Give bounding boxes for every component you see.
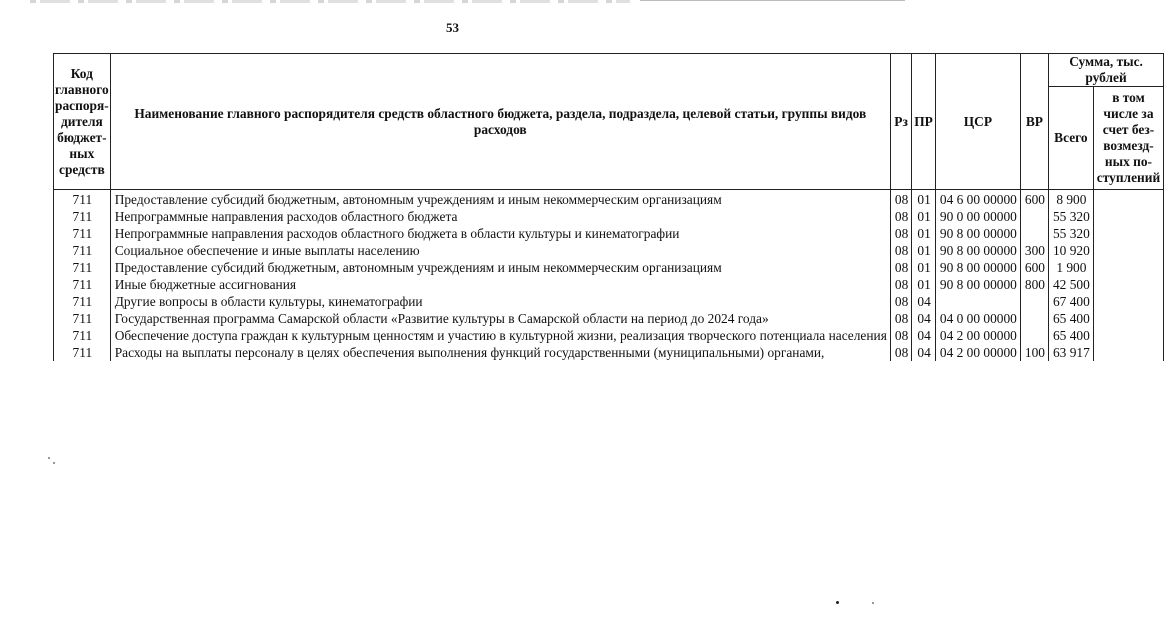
cell-code: 711: [54, 190, 111, 209]
table-row: [54, 293, 1164, 310]
cell-vr: [1020, 293, 1048, 310]
header-name: Наименование главного распорядителя средств областного бюджета, раздела, подраздела, целевой статьи, группы видов расходов: [110, 54, 890, 190]
cell-csr: 90 8 00 00000: [935, 276, 1020, 293]
page-number: 53: [446, 20, 459, 35]
cell-rz: 08: [890, 310, 911, 327]
cell-vr: [1020, 310, 1048, 327]
cell-total: 65 400: [1048, 310, 1093, 327]
cell-gratuitous: [1093, 259, 1163, 276]
cell-rz: 08: [890, 208, 911, 225]
cell-vr: [1020, 225, 1048, 242]
cell-rz: 08: [890, 276, 911, 293]
cell-total: 1 900: [1048, 259, 1093, 276]
cell-gratuitous: [1093, 327, 1163, 344]
cell-code: 711: [54, 276, 111, 293]
header-code: Код главного распоря-дителя бюджет-ных средств: [54, 54, 111, 190]
cell-rz: 08: [890, 293, 911, 310]
cell-vr: 800: [1020, 276, 1048, 293]
cell-total: 55 320: [1048, 208, 1093, 225]
cell-pr: 01: [912, 242, 936, 259]
cell-csr: 04 2 00 00000: [935, 327, 1020, 344]
cell-csr: 90 8 00 00000: [935, 259, 1020, 276]
cell-name: Предоставление субсидий бюджетным, автономным учреждениям и иным некоммерческим организациям: [110, 259, 890, 276]
cell-pr: 01: [912, 259, 936, 276]
cell-rz: 08: [890, 327, 911, 344]
scan-edge-artifact-right: [640, 0, 905, 1]
cell-gratuitous: [1093, 293, 1163, 310]
cell-name: Непрограммные направления расходов областного бюджета в области культуры и кинематографии: [110, 225, 890, 242]
header-sum-group: Сумма, тыс. рублей: [1048, 54, 1163, 87]
header-rz: Рз: [890, 54, 911, 190]
scan-dot: [836, 601, 839, 604]
header-total: Всего: [1048, 87, 1093, 190]
cell-name: Обеспечение доступа граждан к культурным ценностям и участию в культурной жизни, реализация творческого потенциала населения: [110, 327, 890, 344]
cell-pr: 04: [912, 310, 936, 327]
cell-vr: [1020, 327, 1048, 344]
cell-name: Непрограммные направления расходов областного бюджета: [110, 208, 890, 225]
cell-name: Предоставление субсидий бюджетным, автономным учреждениям и иным некоммерческим организациям: [110, 190, 890, 209]
cell-csr: 04 2 00 00000: [935, 344, 1020, 361]
budget-table: [53, 53, 1164, 361]
cell-gratuitous: [1093, 344, 1163, 361]
cell-pr: 04: [912, 293, 936, 310]
cell-rz: 08: [890, 225, 911, 242]
cell-pr: 01: [912, 190, 936, 209]
cell-rz: 08: [890, 190, 911, 209]
table-header: [54, 54, 1164, 190]
cell-csr: 90 8 00 00000: [935, 225, 1020, 242]
cell-pr: 04: [912, 327, 936, 344]
cell-vr: 600: [1020, 190, 1048, 209]
header-gratuitous: в том числе за счет без-возмезд-ных по-ступлений: [1093, 87, 1163, 190]
scan-speck: [48, 457, 50, 459]
scan-edge-artifact: [30, 0, 630, 3]
cell-total: 8 900: [1048, 190, 1093, 209]
cell-total: 55 320: [1048, 225, 1093, 242]
cell-code: 711: [54, 259, 111, 276]
header-vr: ВР: [1020, 54, 1048, 190]
cell-code: 711: [54, 293, 111, 310]
cell-rz: 08: [890, 259, 911, 276]
cell-csr: 04 0 00 00000: [935, 310, 1020, 327]
cell-total: 63 917: [1048, 344, 1093, 361]
cell-gratuitous: [1093, 242, 1163, 259]
cell-csr: 04 6 00 00000: [935, 190, 1020, 209]
cell-pr: 01: [912, 276, 936, 293]
cell-name: Социальное обеспечение и иные выплаты населению: [110, 242, 890, 259]
cell-pr: 01: [912, 208, 936, 225]
cell-name: Государственная программа Самарской области «Развитие культуры в Самарской области на период до 2024 года»: [110, 310, 890, 327]
cell-total: 42 500: [1048, 276, 1093, 293]
table-body: [54, 190, 1164, 362]
table-row: [54, 225, 1164, 242]
cell-name: Другие вопросы в области культуры, кинематографии: [110, 293, 890, 310]
cell-code: 711: [54, 310, 111, 327]
scan-speck: [872, 602, 874, 604]
cell-gratuitous: [1093, 190, 1163, 209]
cell-code: 711: [54, 344, 111, 361]
table-row: [54, 276, 1164, 293]
cell-vr: 300: [1020, 242, 1048, 259]
cell-rz: 08: [890, 242, 911, 259]
table-row: [54, 190, 1164, 209]
cell-gratuitous: [1093, 276, 1163, 293]
table-row: [54, 344, 1164, 361]
cell-csr: 90 8 00 00000: [935, 242, 1020, 259]
table-row: [54, 242, 1164, 259]
cell-pr: 04: [912, 344, 936, 361]
cell-total: 67 400: [1048, 293, 1093, 310]
cell-vr: 600: [1020, 259, 1048, 276]
cell-code: 711: [54, 242, 111, 259]
table-row: [54, 327, 1164, 344]
cell-gratuitous: [1093, 208, 1163, 225]
header-csr: ЦСР: [935, 54, 1020, 190]
cell-csr: [935, 293, 1020, 310]
cell-total: 65 400: [1048, 327, 1093, 344]
table-row: [54, 259, 1164, 276]
cell-name: Расходы на выплаты персоналу в целях обеспечения выполнения функций государственными (муниципальными) органами,: [110, 344, 890, 361]
header-pr: ПР: [912, 54, 936, 190]
table-row: [54, 310, 1164, 327]
cell-gratuitous: [1093, 310, 1163, 327]
cell-vr: [1020, 208, 1048, 225]
cell-gratuitous: [1093, 225, 1163, 242]
cell-code: 711: [54, 225, 111, 242]
cell-rz: 08: [890, 344, 911, 361]
cell-vr: 100: [1020, 344, 1048, 361]
cell-pr: 01: [912, 225, 936, 242]
cell-csr: 90 0 00 00000: [935, 208, 1020, 225]
cell-code: 711: [54, 327, 111, 344]
cell-name: Иные бюджетные ассигнования: [110, 276, 890, 293]
cell-code: 711: [54, 208, 111, 225]
scan-speck: [53, 462, 55, 464]
cell-total: 10 920: [1048, 242, 1093, 259]
table-row: [54, 208, 1164, 225]
